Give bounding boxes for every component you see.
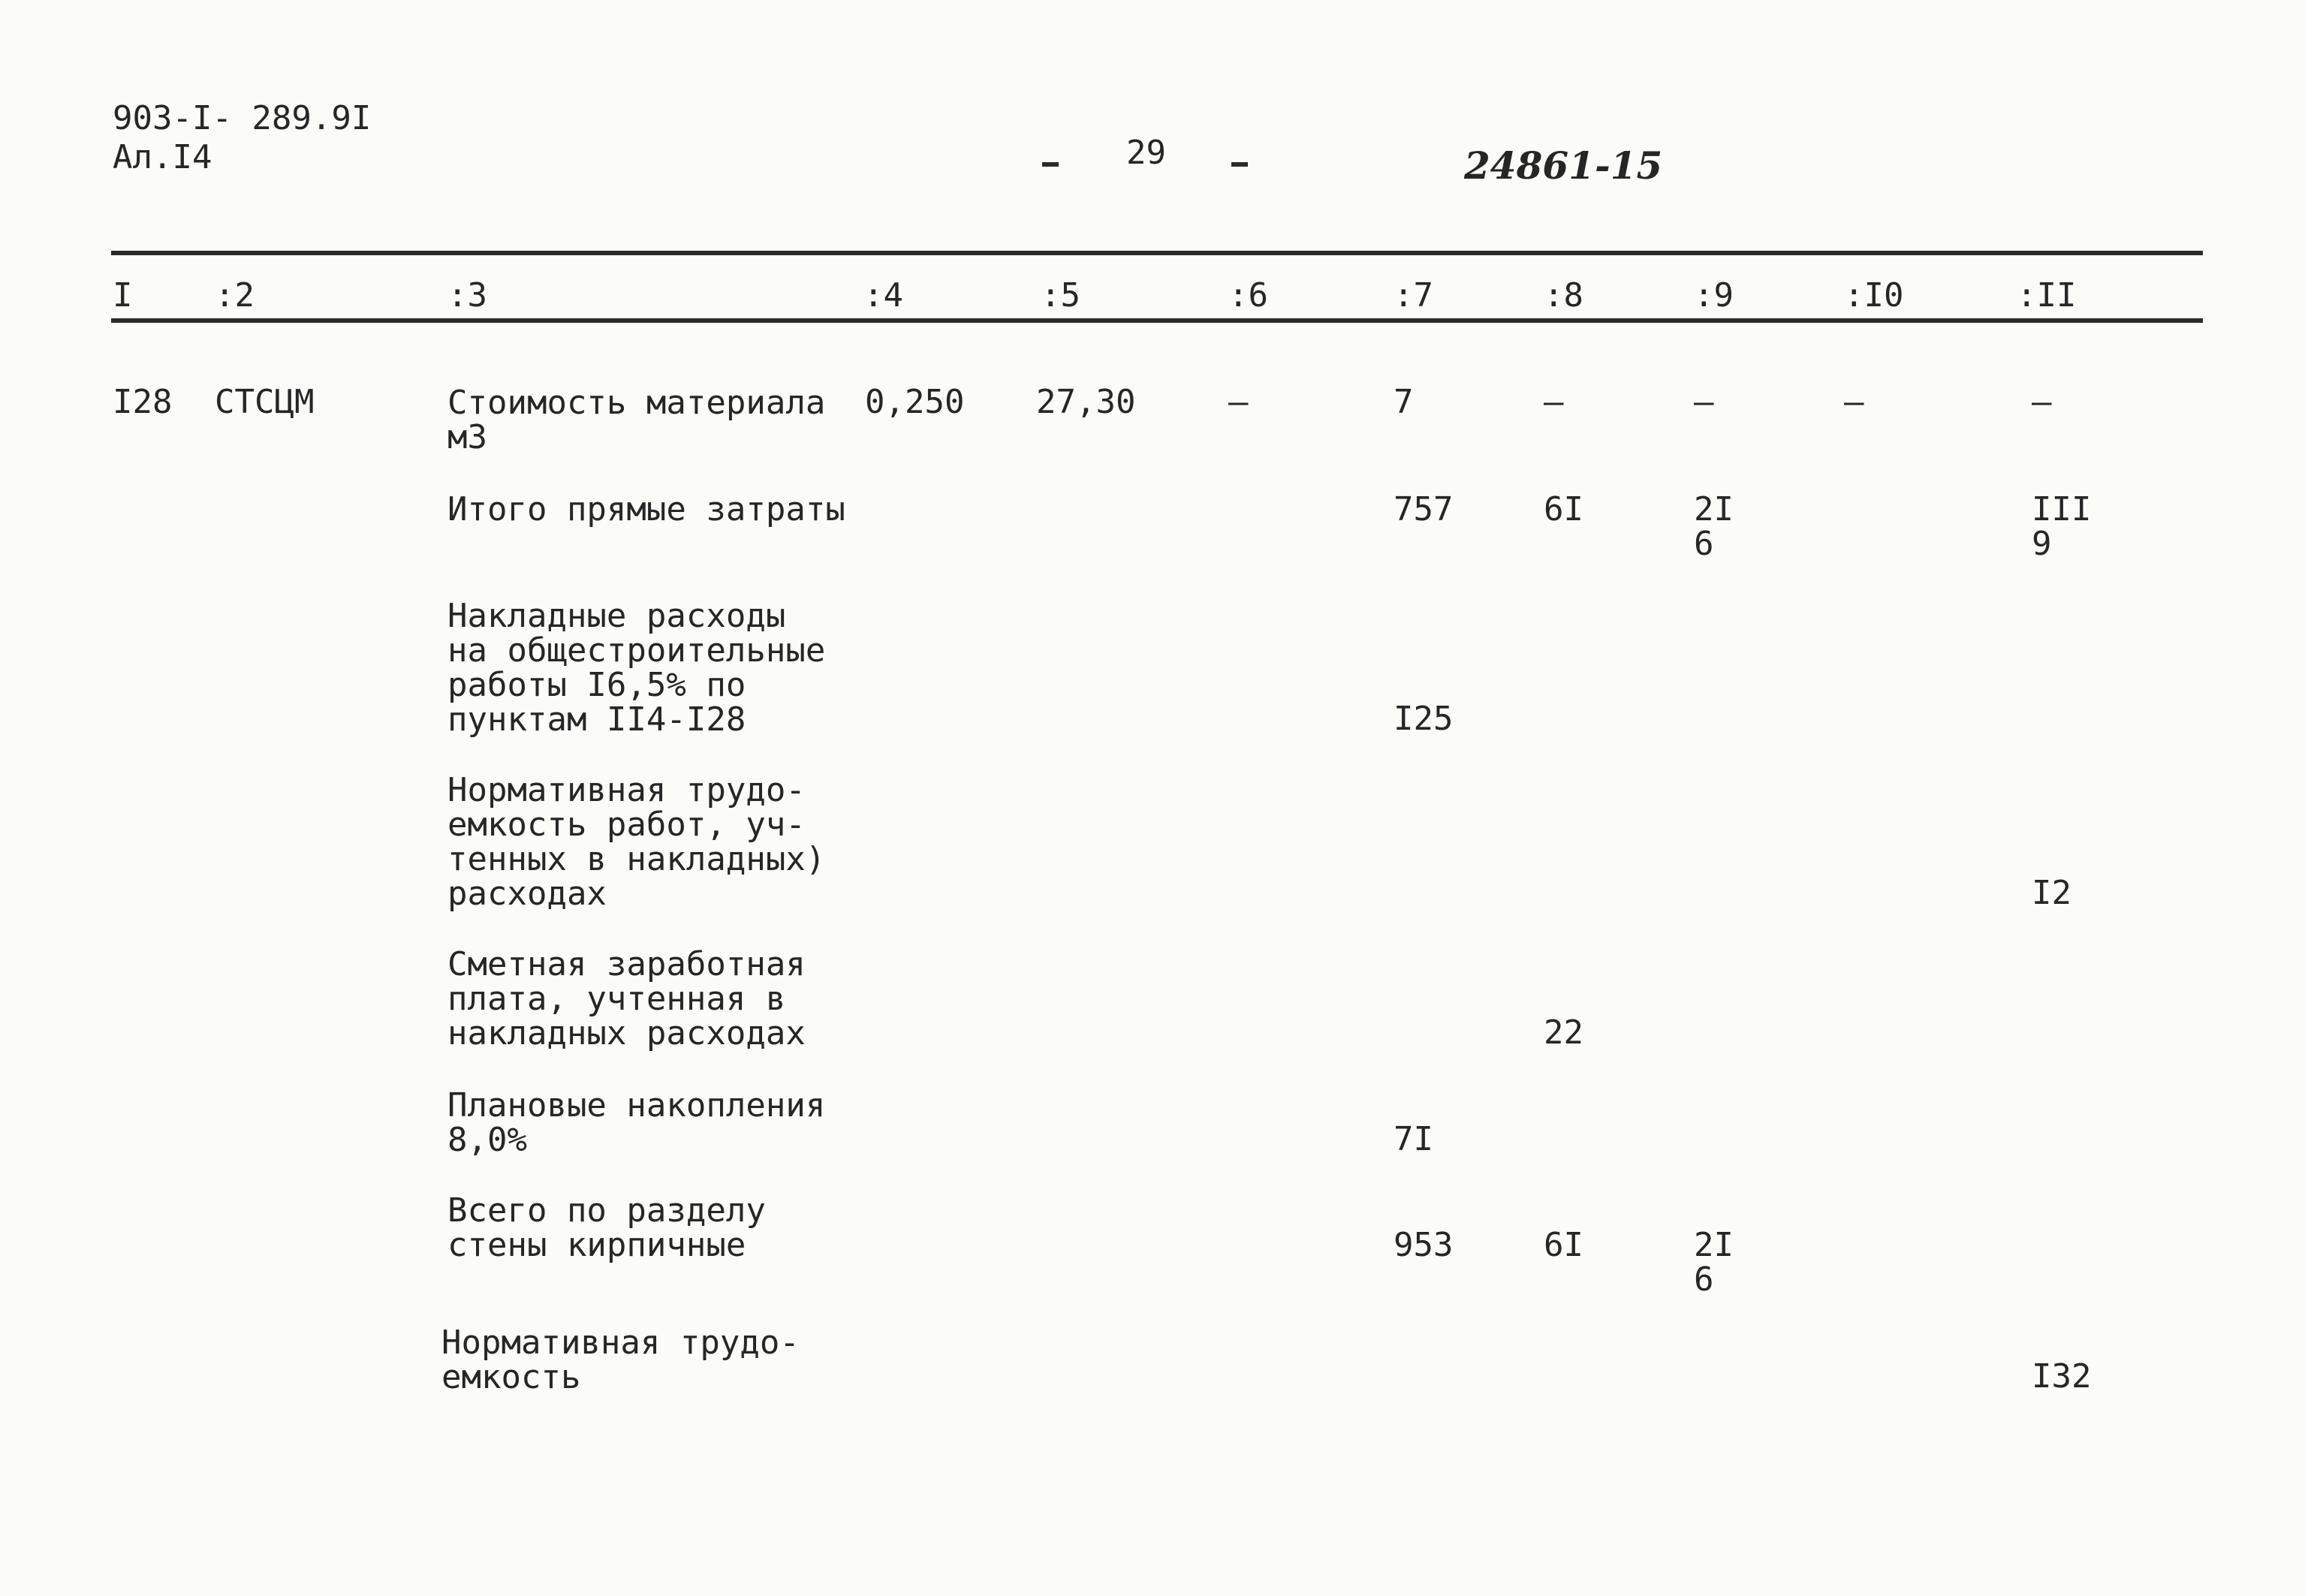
column-header: I (113, 276, 133, 315)
header-rule-bottom (111, 318, 2203, 323)
row-col8: 22 (1544, 1013, 1583, 1052)
column-header: :I0 (1844, 276, 1904, 315)
column-header: :II (2017, 276, 2077, 315)
row-number: I28 (113, 383, 173, 421)
row-description: Плановые накопления 8,0% (447, 1086, 826, 1159)
row-col9: 2I 6 (1694, 490, 1734, 563)
row-quantity: 0,250 (865, 383, 965, 421)
row-description: Итого прямые затраты (447, 490, 845, 528)
column-header: :8 (1544, 276, 1583, 315)
row-col6: – (1228, 383, 1249, 421)
row-description: Нормативная трудо- емкость (441, 1323, 800, 1396)
row-description: Всего по разделу стены кирпичные (447, 1191, 766, 1264)
row-description: Стоимость материала м3 (447, 384, 826, 456)
column-header: :2 (215, 276, 255, 315)
column-header: :4 (863, 276, 903, 315)
row-col9: 2I 6 (1694, 1226, 1734, 1299)
handwritten-reference: 24861-15 (1464, 143, 1663, 188)
sheet-label: Ал.I4 (113, 138, 212, 176)
row-col9: – (1694, 383, 1714, 421)
row-unit-price: 27,30 (1036, 383, 1136, 421)
column-header: :3 (447, 276, 487, 315)
row-col7: 7 (1394, 383, 1414, 421)
column-header: :6 (1228, 276, 1268, 315)
header-rule-top (111, 251, 2203, 255)
row-col7: 953 (1394, 1226, 1454, 1264)
row-col7: I25 (1394, 700, 1454, 738)
row-col8: 6I (1544, 1226, 1583, 1264)
row-col8: – (1544, 383, 1564, 421)
page-dash-right (1231, 162, 1248, 167)
row-col8: 6I (1544, 490, 1583, 528)
row-col10: – (1844, 383, 1864, 421)
row-col11: III 9 (2032, 490, 2092, 563)
row-description: Накладные расходы на общестроительные работы I6,5% по пунктам II4-I28 (447, 597, 826, 739)
column-header: :5 (1041, 276, 1080, 315)
row-col7: 7I (1394, 1120, 1433, 1158)
row-col11: I2 (2032, 874, 2071, 912)
row-code: СТСЦМ (215, 383, 315, 421)
column-header: :7 (1394, 276, 1433, 315)
row-description: Сметная заработная плата, учтенная в накладных расходах (447, 945, 806, 1052)
row-description: Нормативная трудо- емкость работ, уч- тенных в накладных) расходах (447, 771, 826, 913)
column-header: :9 (1694, 276, 1734, 315)
page-number: 29 (1126, 134, 1166, 172)
row-col11: – (2032, 383, 2052, 421)
row-col7: 757 (1394, 490, 1454, 528)
document-code: 903-I- 289.9I (113, 99, 372, 137)
page-dash-left (1042, 162, 1059, 167)
row-col11: I32 (2032, 1357, 2092, 1396)
